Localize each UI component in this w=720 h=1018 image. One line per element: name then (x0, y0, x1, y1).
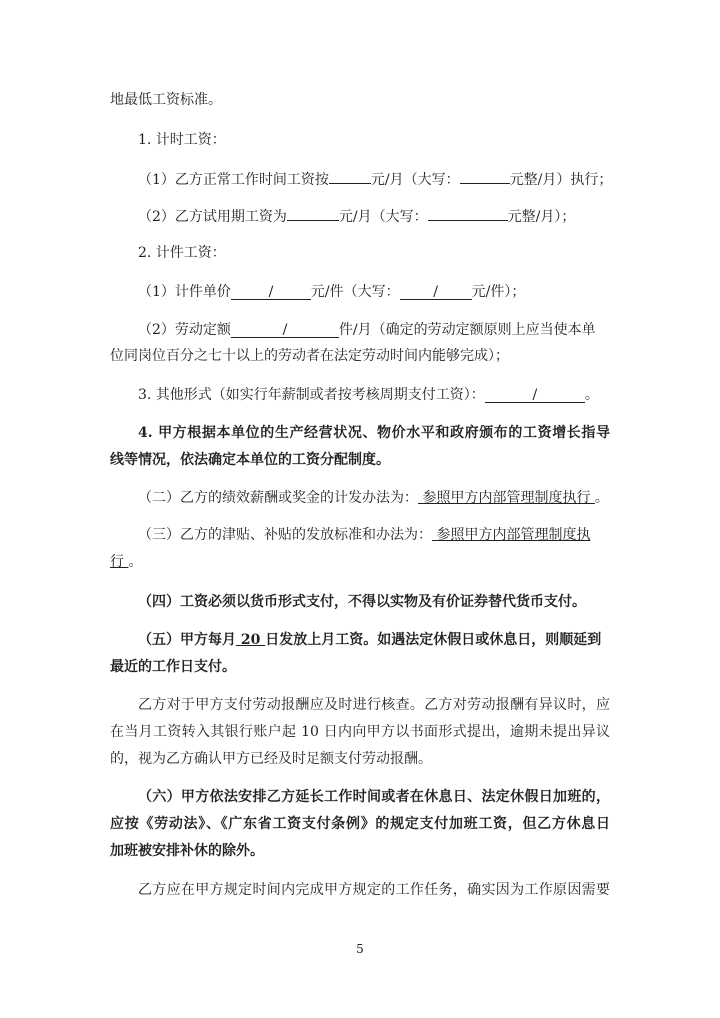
text: 日发放上月工资。如遇法定休假日或休息日，则顺延到 (265, 632, 602, 648)
paragraph-line: 线等情况，依法确定本单位的工资分配制度。 (110, 452, 390, 468)
paragraph-line (110, 204, 610, 224)
text: （2）乙方试用期工资为 (138, 209, 287, 225)
text: 元/月（大写： (370, 172, 460, 188)
paragraph-line (110, 282, 610, 302)
paragraph-line: 位同岗位百分之七十以上的劳动者在法定劳动时间内能够完成）； (110, 348, 509, 364)
filled-field: 行 (110, 554, 129, 570)
filled-field: 20 (236, 632, 266, 648)
text: 。 (128, 554, 143, 570)
paragraph-line: 乙方对于甲方支付劳动报酬应及时进行核查。乙方对劳动报酬有异议时，应 (138, 697, 610, 713)
paragraph-line: 的，视为乙方确认甲方已经及时足额支付劳动报酬。 (110, 751, 432, 767)
paragraph-line (110, 552, 610, 572)
text: 。 (594, 490, 609, 506)
heading-piece-wage: 2. 计件工资： (138, 245, 226, 261)
paragraph-line (110, 167, 613, 188)
paragraph-line: （四）工资必须以货币形式支付，不得以实物及有价证券替代货币支付。 (138, 594, 586, 610)
paragraph-line: 加班被安排补休的除外。 (110, 843, 264, 859)
blank-field: / (485, 386, 585, 403)
paragraph-line: 地最低工资标准。 (110, 92, 222, 108)
blank-field: / (231, 283, 311, 300)
text: （1）计件单价 (138, 284, 231, 300)
paragraph-line: （六）甲方依法安排乙方延长工作时间或者在休息日、法定休假日加班的， (138, 789, 610, 805)
filled-field: 参照甲方内部管理制度执行 (418, 490, 595, 506)
text: 3. 其他形式（如实行年薪制或者按考核周期支付工资）： (138, 387, 485, 403)
page-number: 5 (356, 942, 364, 956)
paragraph-line (110, 630, 610, 650)
blank-field (329, 167, 371, 184)
paragraph-line: 最近的工作日支付。 (110, 659, 236, 675)
text: 。 (584, 387, 599, 403)
text: 元整/月）； (507, 209, 576, 225)
blank-field: / (400, 283, 472, 300)
text: 元/月（大写： (338, 209, 428, 225)
paragraph-line (110, 320, 610, 340)
text: （二）乙方的绩效薪酬或奖金的计发办法为： (138, 490, 418, 506)
heading-hourly-wage: 1. 计时工资： (138, 132, 226, 148)
text: （三）乙方的津贴、补贴的发放标准和办法为： (138, 527, 432, 543)
text: （五）甲方每月 (138, 632, 236, 648)
blank-field (287, 204, 339, 221)
text: 件/月（确定的劳动定额原则上应当使本单 (338, 322, 596, 338)
blank-field (460, 167, 510, 184)
paragraph-line: 4. 甲方根据本单位的生产经营状况、物价水平和政府颁布的工资增长指导 (138, 425, 610, 441)
text: 元/件）； (471, 284, 526, 300)
paragraph-line: 乙方应在甲方规定时间内完成甲方规定的工作任务，确实因为工作原因需要 (138, 882, 610, 898)
text: 元/件（大写： (310, 284, 400, 300)
paragraph-line (110, 385, 610, 405)
blank-field: / (231, 321, 339, 338)
paragraph-line (110, 488, 610, 508)
text: 元整/月）执行； (509, 172, 613, 188)
paragraph-line: 应按《劳动法》、《广东省工资支付条例》的规定支付加班工资，但乙方休息日 (110, 816, 610, 832)
blank-field (428, 204, 508, 221)
filled-field: 参照甲方内部管理制度执 (432, 527, 591, 543)
text: （2）劳动定额 (138, 322, 231, 338)
text: （1）乙方正常工作时间工资按 (138, 172, 329, 188)
paragraph-line: 在当月工资转入其银行账户起 10 日内向甲方以书面形式提出，逾期未提出异议 (110, 724, 610, 740)
paragraph-line (110, 525, 610, 545)
